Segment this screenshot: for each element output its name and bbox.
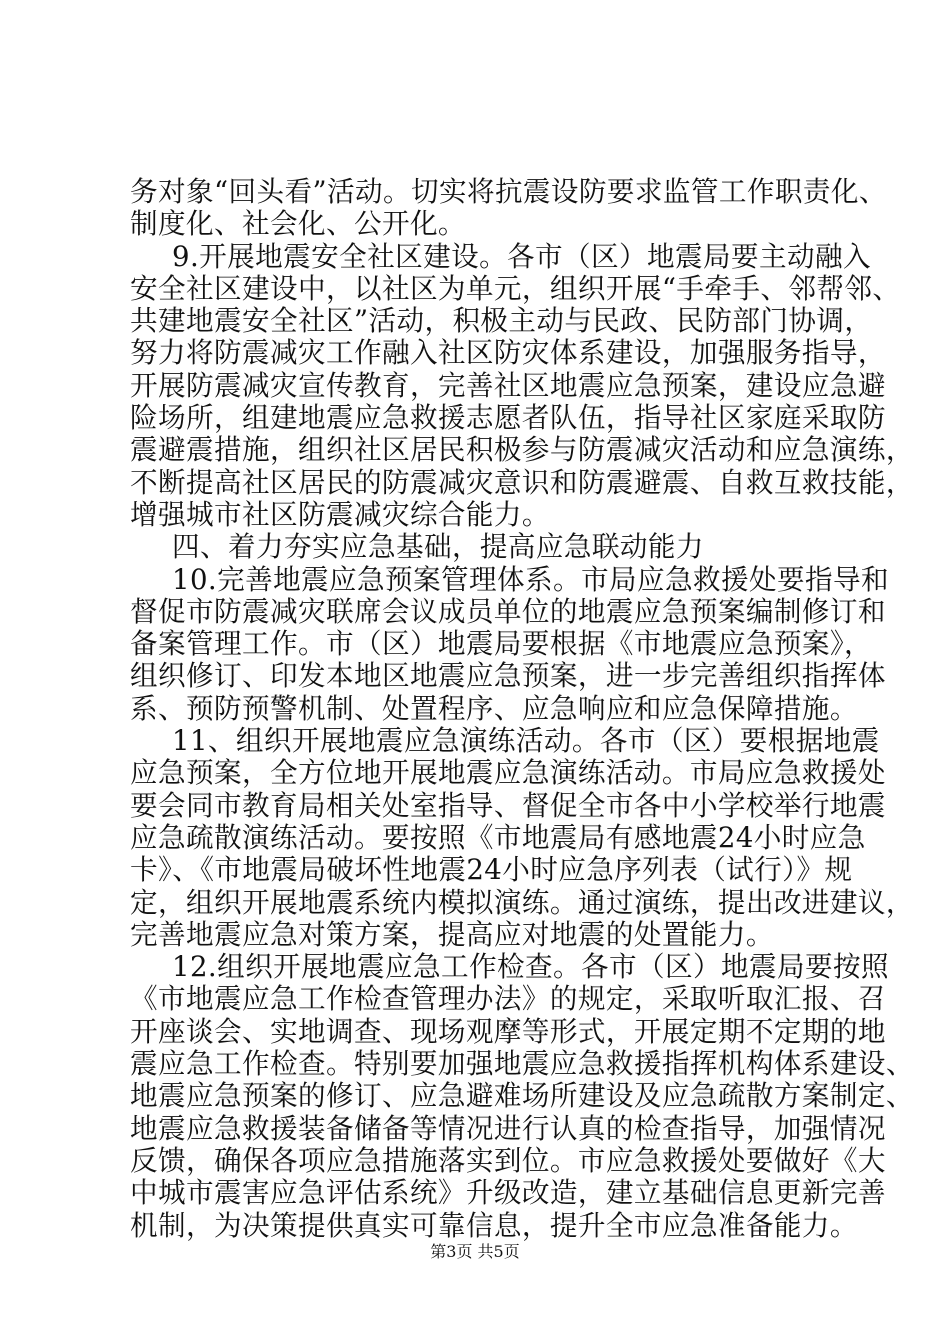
text-line: 制度化、社会化、公开化。 bbox=[130, 207, 466, 241]
paragraph-start-line: 12.组织开展地震应急工作检查。各市（区）地震局要按照 bbox=[172, 950, 889, 984]
paragraph-start-line: 9.开展地震安全社区建设。各市（区）地震局要主动融入 bbox=[172, 239, 871, 273]
text-line: 督促市防震减灾联席会议成员单位的地震应急预案编制修订和 bbox=[130, 594, 886, 628]
text-line: 组织修订、印发本地区地震应急预案，进一步完善组织指挥体 bbox=[130, 659, 886, 693]
text-line: 机制，为决策提供真实可靠信息，提升全市应急准备能力。 bbox=[130, 1208, 858, 1242]
text-line: 安全社区建设中，以社区为单元，组织开展“手牵手、邻帮邻、 bbox=[130, 271, 901, 305]
text-line: 完善地震应急对策方案，提高应对地震的处置能力。 bbox=[130, 917, 774, 951]
text-line: 应急预案，全方位地开展地震应急演练活动。市局应急救援处 bbox=[130, 756, 886, 790]
text-line: 备案管理工作。市（区）地震局要根据《市地震应急预案》， bbox=[130, 627, 873, 661]
text-line: 险场所，组建地震应急救援志愿者队伍，指导社区家庭采取防 bbox=[130, 401, 886, 435]
text-line: 系、预防预警机制、处置程序、应急响应和应急保障措施。 bbox=[130, 691, 858, 725]
text-line: 震应急工作检查。特别要加强地震应急救援指挥机构体系建设、 bbox=[130, 1047, 914, 1081]
section-heading: 四、着力夯实应急基础，提高应急联动能力 bbox=[172, 530, 704, 564]
text-line: 反馈，确保各项应急措施落实到位。市应急救援处要做好《大 bbox=[130, 1143, 886, 1177]
text-line: 开展防震减灾宣传教育，完善社区地震应急预案，建设应急避 bbox=[130, 368, 886, 402]
paragraph-start-line: 10.完善地震应急预案管理体系。市局应急救援处要指导和 bbox=[172, 562, 889, 596]
text-line: 应急疏散演练活动。要按照《市地震局有感地震24小时应急 bbox=[130, 820, 866, 854]
text-line: 共建地震安全社区”活动，积极主动与民政、民防部门协调， bbox=[130, 304, 873, 338]
text-line: 地震应急预案的修订、应急避难场所建设及应急疏散方案制定、 bbox=[130, 1079, 914, 1113]
paragraph-start-line: 11、组织开展地震应急演练活动。各市（区）要根据地震 bbox=[172, 724, 880, 758]
text-line: 努力将防震减灾工作融入社区防灾体系建设，加强服务指导， bbox=[130, 336, 886, 370]
text-line: 地震应急救援装备储备等情况进行认真的检查指导，加强情况 bbox=[130, 1111, 886, 1145]
text-line: 务对象“回头看”活动。切实将抗震设防要求监管工作职责化、 bbox=[130, 175, 887, 208]
text-line: 卡》、《市地震局破坏性地震24小时应急序列表（试行）》规 bbox=[130, 853, 853, 887]
document-body bbox=[130, 175, 914, 1242]
text-line: 定，组织开展地震系统内模拟演练。通过演练，提出改进建议， bbox=[130, 885, 914, 919]
text-line: 开座谈会、实地调查、现场观摩等形式，开展定期不定期的地 bbox=[130, 1014, 886, 1048]
text-line: 中城市震害应急评估系统》升级改造，建立基础信息更新完善 bbox=[130, 1176, 886, 1210]
text-line: 要会同市教育局相关处室指导、督促全市各中小学校举行地震 bbox=[130, 788, 886, 822]
text-line: 增强城市社区防震减灾综合能力。 bbox=[130, 497, 550, 531]
page-number-footer: 第3页 共5页 bbox=[430, 1242, 520, 1261]
text-line: 不断提高社区居民的防震减灾意识和防震避震、自救互救技能， bbox=[130, 465, 914, 499]
text-line: 震避震措施，组织社区居民积极参与防震减灾活动和应急演练， bbox=[130, 433, 914, 467]
text-line: 《市地震应急工作检查管理办法》的规定，采取听取汇报、召 bbox=[130, 982, 886, 1016]
